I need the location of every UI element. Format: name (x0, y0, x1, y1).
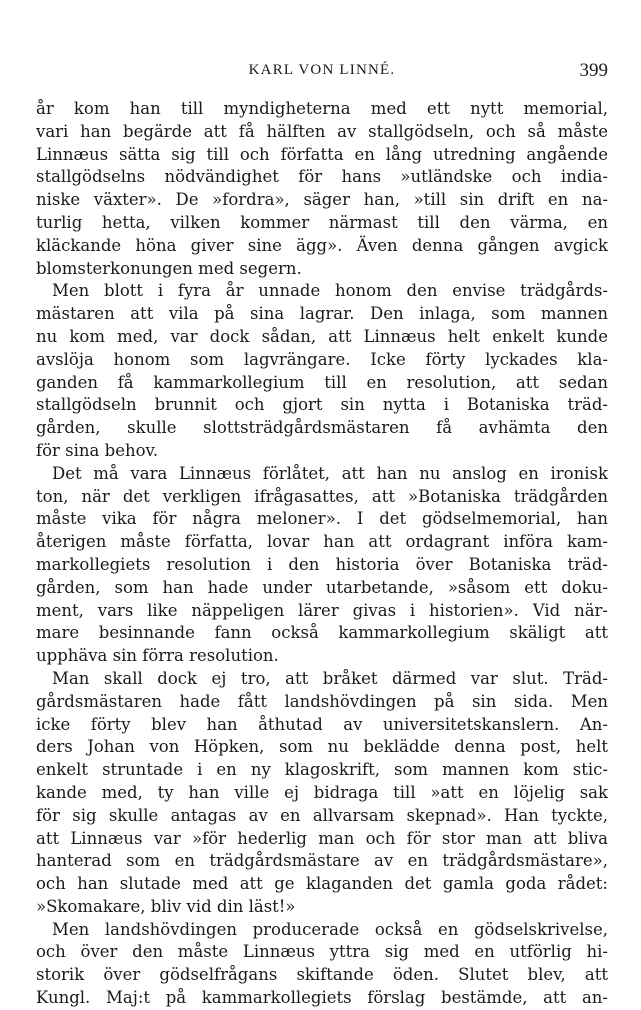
text-line: år kom han till myndigheterna med ett nytt memorial, (36, 99, 608, 118)
text-line: enkelt struntade i en ny klagoskrift, som mannen kom stic- (36, 760, 608, 780)
text-line: för sina behov. (36, 440, 159, 460)
text-line: nu kom med, var dock sådan, att Linnæus helt enkelt kunde (36, 326, 608, 346)
text-line: stallgödseln brunnit och gjort sin nytta i Botaniska träd- (36, 395, 608, 415)
text-line: upphäva sin förra resolution. (36, 646, 279, 666)
paragraph (36, 280, 608, 462)
book-page (36, 0, 608, 1008)
paragraph (36, 98, 608, 280)
text-line: mästaren att vila på sina lagrar. Den inlaga, som mannen (36, 304, 608, 324)
text-line: för sig skulle antagas av en allvarsam skepnad». Han tyckte, (36, 805, 608, 825)
running-head (36, 60, 608, 84)
text-body (36, 98, 608, 1010)
page-number: 399 (579, 60, 608, 81)
paragraph (36, 919, 608, 1010)
text-line: mare besinnande fann också kammarkollegium skäligt att (36, 623, 608, 643)
text-line: stallgödselns nödvändighet för hans »utländske och india- (36, 167, 608, 187)
text-line: ton, när det verkligen ifrågasattes, att »Botaniska trädgården (36, 486, 608, 506)
text-line: turlig hetta, vilken kommer närmast till den värma, en (36, 212, 608, 232)
text-line: gården, skulle slottsträdgårdsmästaren få avhämta den (36, 418, 608, 438)
text-line: ders Johan von Höpken, som nu beklädde denna post, helt (36, 737, 608, 757)
text-line: och han slutade med att ge klaganden det gamla goda rådet: (36, 874, 608, 894)
text-line: att Linnæus var »för hederlig man och för stor man att bliva (36, 828, 608, 848)
text-line: avslöja honom som lagvrängare. Icke förty lyckades kla- (36, 349, 608, 369)
paragraph (36, 463, 608, 668)
text-line: vari han begärde att få hälften av stallgödseln, och så måste (36, 121, 608, 141)
text-line: Det må vara Linnæus förlåtet, att han nu anslog en ironisk (52, 463, 608, 483)
text-line: Kungl. Maj:t på kammarkollegiets förslag bestämde, att an- (36, 988, 608, 1008)
text-line: Man skall dock ej tro, att bråket därmed var slut. Träd- (52, 668, 608, 688)
text-line: hanterad som en trädgårdsmästare av en trädgårdsmästare», (36, 851, 608, 871)
text-line: återigen måste författa, lovar han att ordagrant införa kam- (36, 532, 608, 552)
text-line: »Skomakare, bliv vid din läst!» (36, 896, 296, 916)
text-line: Linnæus sätta sig till och författa en lång utredning angående (36, 144, 608, 164)
running-title: KARL VON LINNÉ. (248, 62, 396, 78)
text-line: gårdsmästaren hade fått landshövdingen på sin sida. Men (36, 691, 608, 711)
text-line: kläckande höna giver sine ägg». Även denna gången avgick (36, 235, 608, 255)
text-line: gården, som han hade under utarbetande, »såsom ett doku- (36, 577, 608, 597)
text-line: markollegiets resolution i den historia över Botaniska träd- (36, 554, 608, 574)
text-line: niske växter». De »fordra», säger han, »till sin drift en na- (36, 190, 608, 210)
text-line: ganden få kammarkollegium till en resolution, att sedan (36, 372, 608, 392)
text-line: och över den måste Linnæus yttra sig med en utförlig hi- (36, 942, 608, 962)
text-line: ment, vars like näppeligen lärer givas i historien». Vid när- (36, 600, 608, 620)
text-line: kande med, ty han ville ej bidraga till »att en löjelig sak (36, 782, 608, 802)
text-line: Men blott i fyra år unnade honom den envise trädgårds- (52, 281, 608, 301)
text-line: blomsterkonungen med segern. (36, 258, 302, 278)
paragraph (36, 668, 608, 919)
text-line: icke förty blev han åthutad av universitetskanslern. An- (36, 714, 608, 734)
text-line: storik över gödselfrågans skiftande öden. Slutet blev, att (36, 965, 608, 985)
text-line: måste vika för några meloner». I det gödselmemorial, han (36, 509, 608, 529)
text-line: Men landshövdingen producerade också en gödselskrivelse, (52, 919, 608, 939)
